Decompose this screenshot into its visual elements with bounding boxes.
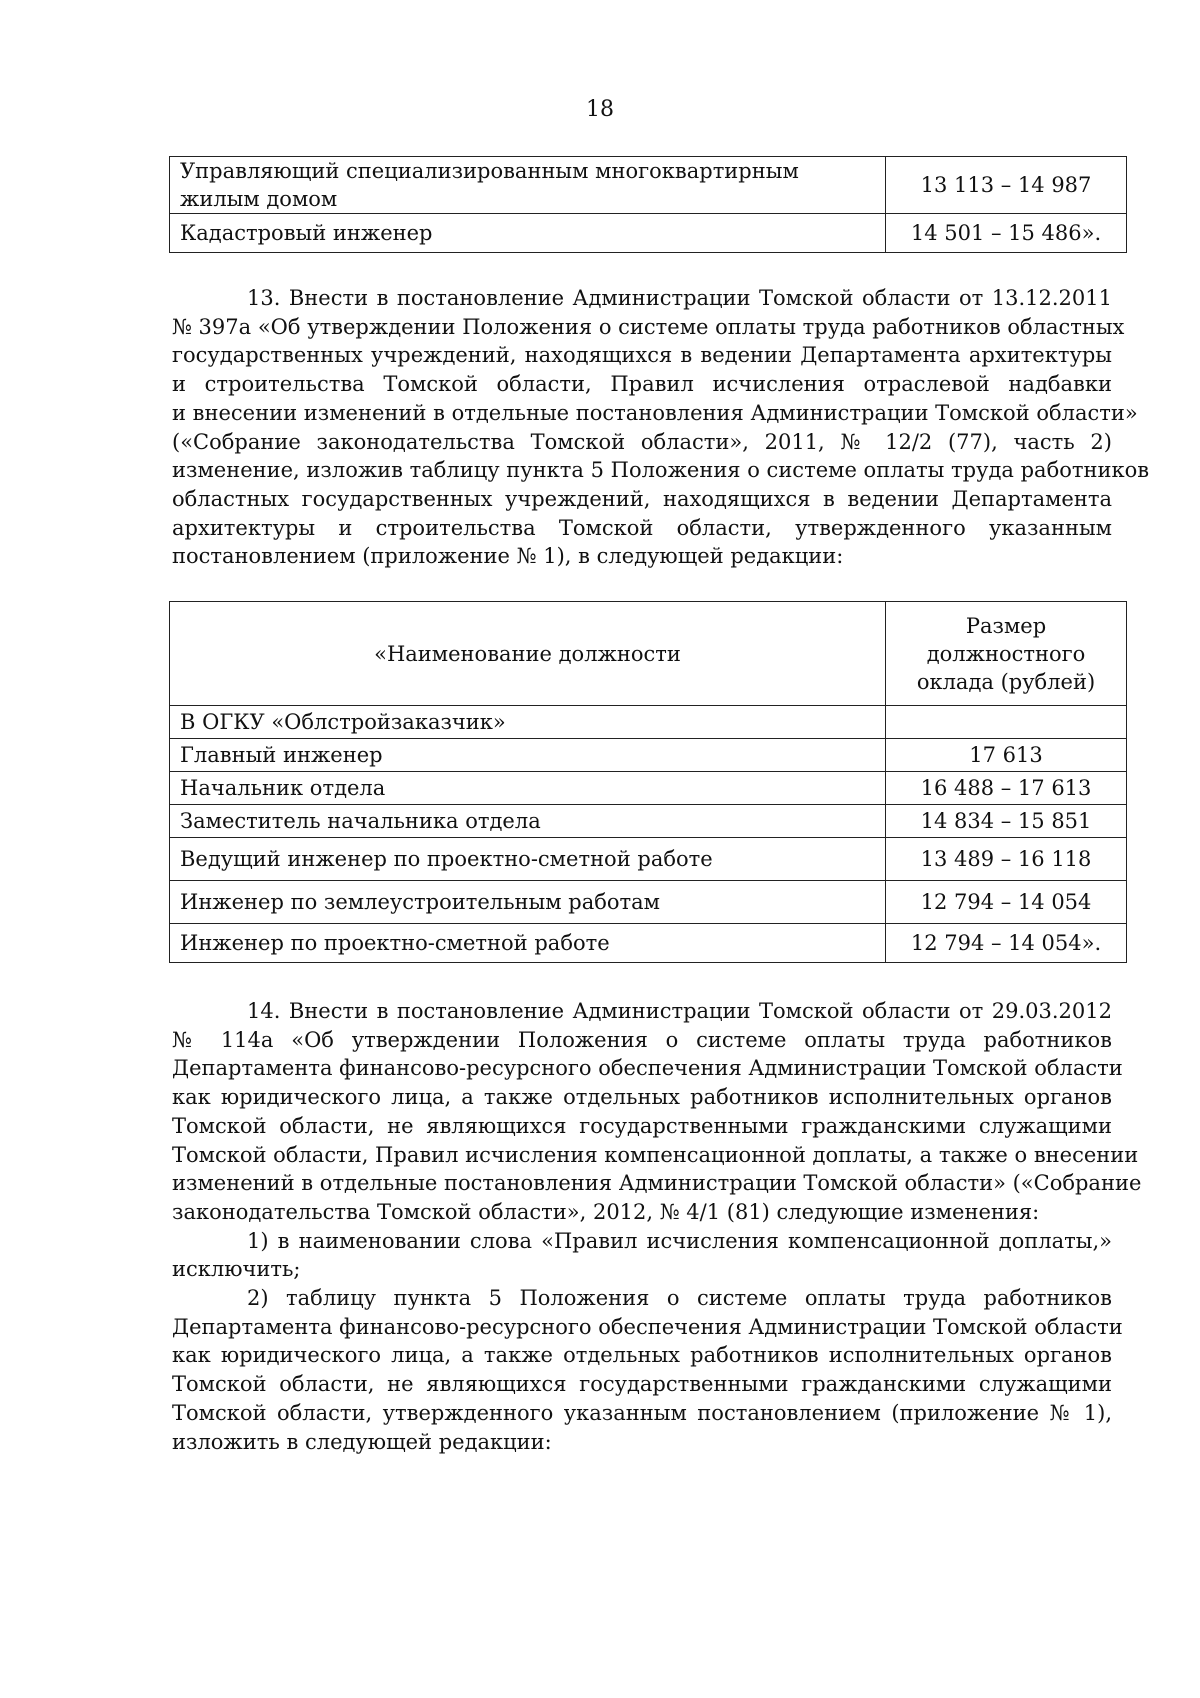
salary-range-cell: 14 501 – 15 486».: [886, 214, 1127, 253]
paragraph-line: 2) таблицу пункта 5 Положения о системе оплаты труда работников: [247, 1286, 1112, 1311]
paragraph-line: и внесении изменений в отдельные постановления Администрации Томской области»: [172, 400, 1138, 425]
table-row: [170, 924, 1127, 963]
paragraph-line: 14. Внести в постановление Администрации Томской области от 29.03.2012: [247, 999, 1112, 1023]
paragraph-line: и строительства Томской области, Правил исчисления отраслевой надбавки: [172, 372, 1112, 397]
paragraph-14: [172, 997, 1142, 1456]
salary-range-cell: 13 113 – 14 987: [886, 157, 1127, 214]
paragraph-line: изменений в отдельные постановления Администрации Томской области» («Собрание: [172, 1171, 1142, 1196]
table-row: [170, 214, 1127, 253]
paragraph-line: Департамента финансово-ресурсного обеспечения Администрации Томской области: [172, 1314, 1123, 1339]
paragraph-line: постановлением (приложение № 1), в следующей редакции:: [172, 544, 844, 569]
paragraph-line: областных государственных учреждений, находящихся в ведении Департамента: [172, 486, 1112, 511]
position-name-cell: Заместитель начальника отдела: [170, 805, 886, 838]
paragraph-line: 13. Внести в постановление Администрации Томской области от 13.12.2011: [247, 286, 1112, 310]
table-row: [170, 805, 1127, 838]
position-name-cell: Управляющий специализированным многоквартирным жилым домом: [170, 157, 886, 214]
position-name-cell: Главный инженер: [170, 739, 886, 772]
salary-range-cell: 16 488 – 17 613: [886, 772, 1127, 805]
position-name-cell: Ведущий инженер по проектно-сметной работе: [170, 838, 886, 881]
paragraph-line: государственных учреждений, находящихся в ведении Департамента архитектуры: [172, 343, 1112, 368]
column-header-position: «Наименование должности: [170, 602, 886, 706]
paragraph-line: № 397а «Об утверждении Положения о системе оплаты труда работников областных: [172, 314, 1125, 339]
table-row: [170, 772, 1127, 805]
salary-range-cell: 14 834 – 15 851: [886, 805, 1127, 838]
page-number: 18: [586, 97, 614, 122]
table-header-row: [170, 602, 1127, 706]
table-row: [170, 881, 1127, 924]
table-row: [170, 157, 1127, 214]
paragraph-line: как юридического лица, а также отдельных работников исполнительных органов: [172, 1343, 1112, 1368]
paragraph-13: [172, 284, 1150, 571]
paragraph-line: архитектуры и строительства Томской области, утвержденного указанным: [172, 515, 1112, 540]
paragraph-line: изменение, изложив таблицу пункта 5 Положения о системе оплаты труда работников: [172, 458, 1150, 483]
table-row: [170, 838, 1127, 881]
salary-range-cell: [886, 706, 1127, 739]
paragraph-line: 1) в наименовании слова «Правил исчисления компенсационной доплаты,»: [247, 1228, 1112, 1253]
salary-table-previous-end: [169, 156, 1127, 253]
paragraph-line: Томской области, не являющихся государственными гражданскими служащими: [172, 1113, 1112, 1138]
salary-range-cell: 17 613: [886, 739, 1127, 772]
paragraph-line: законодательства Томской области», 2012, № 4/1 (81) следующие изменения:: [172, 1199, 1040, 1224]
paragraph-line: («Собрание законодательства Томской области», 2011, № 12/2 (77), часть 2): [172, 429, 1112, 454]
paragraph-line: Томской области, не являющихся государственными гражданскими служащими: [172, 1372, 1112, 1397]
paragraph-line: Департамента финансово-ресурсного обеспечения Администрации Томской области: [172, 1056, 1123, 1081]
salary-table-oblstroyzakazchik: [169, 601, 1127, 963]
paragraph-line: как юридического лица, а также отдельных работников исполнительных органов: [172, 1085, 1112, 1110]
institution-name-cell: В ОГКУ «Облстройзаказчик»: [170, 706, 886, 739]
position-name-cell: Кадастровый инженер: [170, 214, 886, 253]
paragraph-line: Томской области, утвержденного указанным постановлением (приложение № 1),: [172, 1400, 1112, 1425]
salary-range-cell: 12 794 – 14 054: [886, 881, 1127, 924]
column-header-salary: Размер должностного оклада (рублей): [886, 602, 1127, 706]
table-row: [170, 739, 1127, 772]
paragraph-line: исключить;: [172, 1257, 301, 1282]
table-row: [170, 706, 1127, 739]
position-name-cell: Инженер по землеустроительным работам: [170, 881, 886, 924]
paragraph-line: Томской области, Правил исчисления компенсационной доплаты, а также о внесении: [172, 1142, 1139, 1167]
salary-range-cell: 12 794 – 14 054».: [886, 924, 1127, 963]
paragraph-line: изложить в следующей редакции:: [172, 1429, 552, 1454]
paragraph-line: № 114а «Об утверждении Положения о системе оплаты труда работников: [172, 1027, 1112, 1052]
position-name-cell: Инженер по проектно-сметной работе: [170, 924, 886, 963]
position-name-cell: Начальник отдела: [170, 772, 886, 805]
salary-range-cell: 13 489 – 16 118: [886, 838, 1127, 881]
